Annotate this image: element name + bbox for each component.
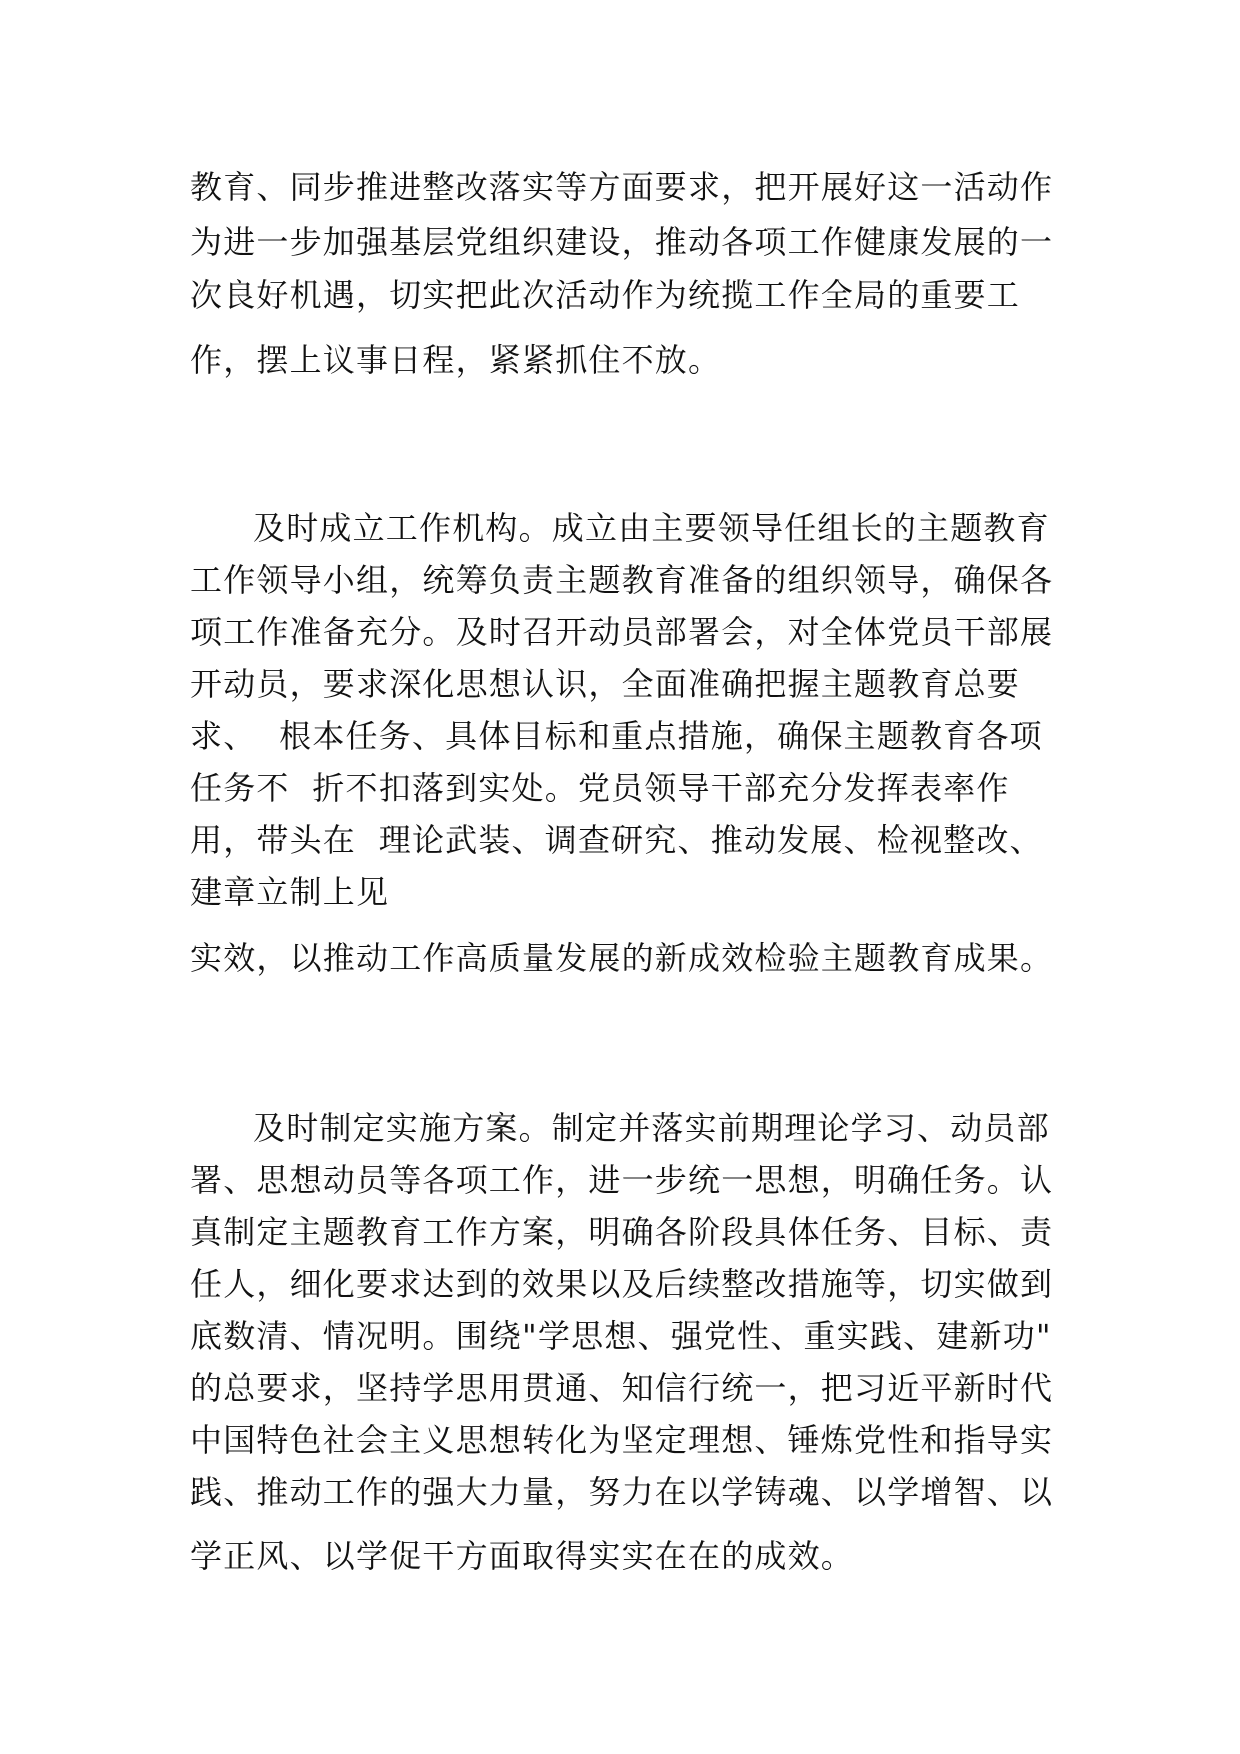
text-line: 任务不 折不扣落到实处。党员领导干部充分发挥表率作 bbox=[190, 769, 1010, 807]
text-line: 中国特色社会主义思想转化为坚定理想、锤炼党性和指导实 bbox=[190, 1421, 1054, 1459]
text-line: 次良好机遇，切实把此次活动作为统揽工作全局的重要工 bbox=[190, 276, 1021, 314]
text-line: 工作领导小组，统筹负责主题教育准备的组织领导，确保各 bbox=[190, 561, 1054, 599]
text-line: 项工作准备充分。及时召开动员部署会，对全体党员干部展 bbox=[190, 613, 1054, 651]
text-line: 建章立制上见 bbox=[190, 873, 390, 911]
text-line: 用，带头在 理论武装、调查研究、推动发展、检视整改、 bbox=[190, 821, 1043, 859]
text-line: 践、推动工作的强大力量，努力在以学铸魂、以学增智、以 bbox=[190, 1473, 1054, 1511]
text-line: 真制定主题教育工作方案，明确各阶段具体任务、目标、责 bbox=[190, 1213, 1054, 1251]
text-line: 开动员，要求深化思想认识，全面准确把握主题教育总要 bbox=[190, 665, 1021, 703]
text-line: 求、 根本任务、具体目标和重点措施，确保主题教育各项 bbox=[190, 717, 1043, 755]
text-line: 作，摆上议事日程，紧紧抓住不放。 bbox=[190, 341, 722, 379]
text-line: 署、思想动员等各项工作，进一步统一思想，明确任务。认 bbox=[190, 1161, 1054, 1199]
text-line: 底数清、情况明。围绕"学思想、强党性、重实践、建新功" bbox=[190, 1317, 1052, 1355]
text-line: 实效，以推动工作高质量发展的新成效检验主题教育成果。 bbox=[190, 939, 1054, 977]
text-line: 及时制定实施方案。制定并落实前期理论学习、动员部 bbox=[253, 1109, 1050, 1147]
text-line: 为进一步加强基层党组织建设，推动各项工作健康发展的一 bbox=[190, 223, 1054, 261]
text-line: 的总要求，坚持学思用贯通、知信行统一，把习近平新时代 bbox=[190, 1369, 1054, 1407]
text-line: 教育、同步推进整改落实等方面要求，把开展好这一活动作 bbox=[190, 168, 1054, 206]
text-line: 及时成立工作机构。成立由主要领导任组长的主题教育 bbox=[253, 509, 1050, 547]
text-line: 学正风、以学促干方面取得实实在在的成效。 bbox=[190, 1537, 855, 1575]
text-line: 任人，细化要求达到的效果以及后续整改措施等，切实做到 bbox=[190, 1265, 1054, 1303]
